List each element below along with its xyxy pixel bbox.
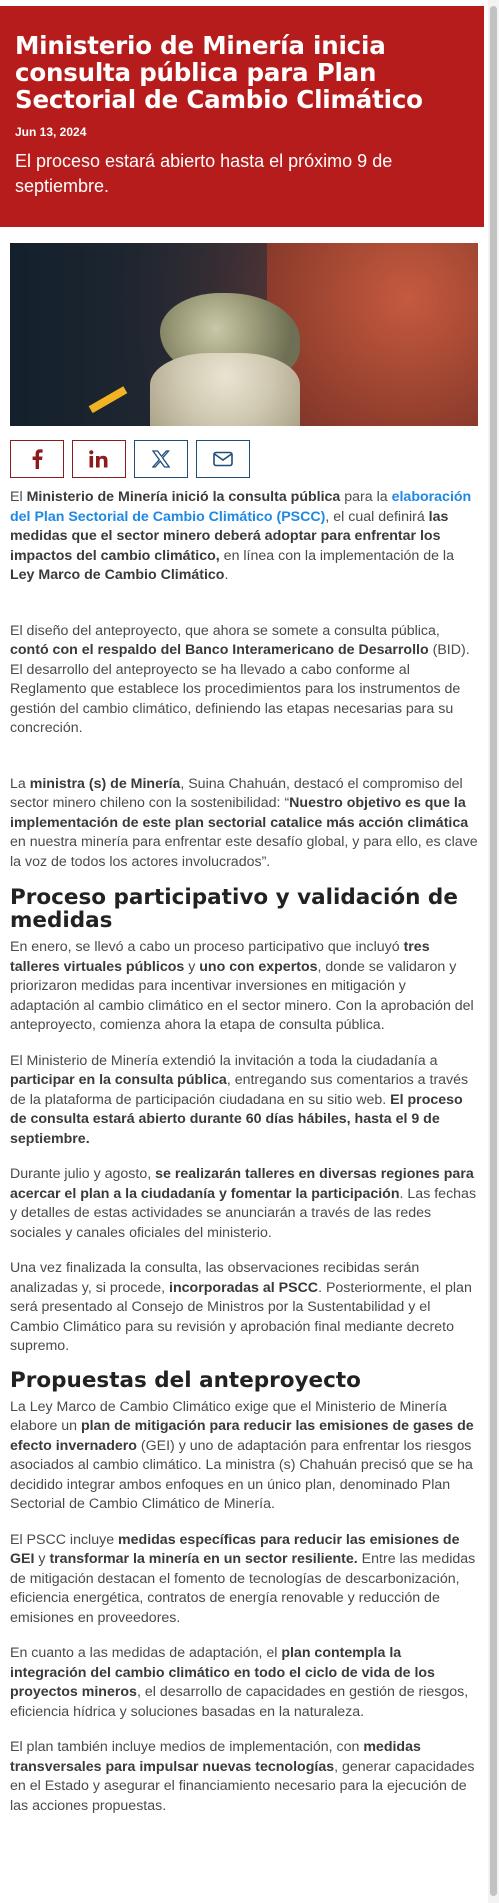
scrollbar-thumb[interactable] xyxy=(490,6,497,1896)
scrollbar[interactable] xyxy=(488,0,499,1903)
facebook-icon xyxy=(30,449,44,469)
section-heading: Proceso participativo y validación de medidas xyxy=(10,885,458,933)
paragraph: La ministra (s) de Minería, Suina Chahuán, destacó el compromiso del sector minero chileno con la sostenibilidad: “Nuestro objetivo es que la implementación de este plan sectorial catalice más acción climática en nuestra minería para enfrentar este desafío global, y para ello, es clave la voz de todos los actores involucrados”. xyxy=(10,775,478,870)
x-icon xyxy=(152,450,170,468)
pscc-link[interactable]: elaboración del Plan Sectorial de Cambio Climático (PSCC) xyxy=(10,489,472,525)
paragraph: Una vez finalizada la consulta, las observaciones recibidas serán analizadas y, si procede, incorporadas al PSCC. Posteriormente, el plan será presentado al Consejo de Ministros por la Sustentabilidad y el Cambio Climático para su revisión y aprobación final mediante decreto supremo. xyxy=(10,1260,472,1354)
paragraph: El Ministerio de Minería extendió la invitación a toda la ciudadanía a participar en la consulta pública, entregando sus comentarios a través de la plataforma de participación ciudadana en su sitio web. El proceso de consulta estará abierto durante 60 días hábiles, hasta el 9 de septiembre. xyxy=(10,1052,469,1147)
hero-image xyxy=(10,243,478,426)
share-bar xyxy=(10,440,478,478)
paragraph: En enero, se llevó a cabo un proceso participativo que incluyó tres talleres virtuales públicos y uno con expertos, donde se validaron y priorizaron medidas para incentivar inversiones en mitigación y adaptación al cambio climático en el sector minero. Con la aprobación del anteproyecto, comienza ahora la etapa de consulta pública. xyxy=(10,939,474,1033)
share-email-button[interactable] xyxy=(196,440,250,478)
paragraph: Durante julio y agosto, se realizarán talleres en diversas regiones para acercar el plan a la ciudadanía y fomentar la participación. Las fechas y detalles de estas actividades se anunciarán a través de las redes sociales y canales oficiales del ministerio. xyxy=(10,1166,477,1241)
paragraph: El Ministerio de Minería inició la consulta pública para la elaboración del Plan Sectorial de Cambio Climático (PSCC), el cual definirá las medidas que el sector minero deberá adoptar para enfrentar los impactos del cambio climático, en línea con la implementación de la Ley Marco de Cambio Climático. xyxy=(10,489,472,583)
paragraph: La Ley Marco de Cambio Climático exige que el Ministerio de Minería elabore un plan de mitigación para reducir las emisiones de gases de efecto invernadero (GEI) y uno de adaptación para enfrentar los riesgos asociados al cambio climático. La ministra (s) Chahuán precisó que se ha decidido integrar ambos enfoques en un único plan, denominado Plan Sectorial de Cambio Climático de Minería. xyxy=(10,1398,474,1512)
paragraph: En cuanto a las medidas de adaptación, el plan contempla la integración del cambio climático en todo el ciclo de vida de los proyectos mineros, el desarrollo de capacidades en gestión de riesgos, eficiencia hídrica y soluciones basadas en la naturaleza. xyxy=(10,1645,469,1720)
share-x-button[interactable] xyxy=(134,440,188,478)
yellow-accent xyxy=(89,386,148,426)
gloved-hand xyxy=(150,353,300,426)
article-body xyxy=(0,488,488,1816)
publish-date: Jun 13, 2024 xyxy=(15,125,87,139)
article-subtitle: El proceso estará abierto hasta el próximo 9 de septiembre. xyxy=(15,151,393,196)
page-title: Ministerio de Minería inicia consulta pública para Plan Sectorial de Cambio Climático xyxy=(15,31,423,114)
linkedin-icon xyxy=(89,450,109,468)
paragraph: El plan también incluye medios de implementación, con medidas transversales para impulsar nuevas tecnologías, generar capacidades en el Estado y asegurar el financiamiento necesario para la ejecución de las acciones propuestas. xyxy=(10,1739,475,1814)
paragraph: El diseño del anteproyecto, que ahora se somete a consulta pública, contó con el respaldo del Banco Interamericano de Desarrollo (BID). El desarrollo del anteproyecto se ha llevado a cabo conforme al Reglamento que establece los procedimientos para los instrumentos de gestión del cambio climático, definiendo las etapas necesarias para su concreción. xyxy=(10,622,470,736)
share-linkedin-button[interactable] xyxy=(72,440,126,478)
article-header xyxy=(0,6,484,227)
share-facebook-button[interactable] xyxy=(10,440,64,478)
email-icon xyxy=(213,451,233,467)
section-heading: Propuestas del anteproyecto xyxy=(10,1367,361,1393)
paragraph: El PSCC incluye medidas específicas para reducir las emisiones de GEI y transformar la minería en un sector resiliente. Entre las medidas de mitigación destacan el fomento de tecnologías de descarbonización, eficiencia energética, contratos de energía renovable y reducción de emisiones en proveedores. xyxy=(10,1531,476,1626)
